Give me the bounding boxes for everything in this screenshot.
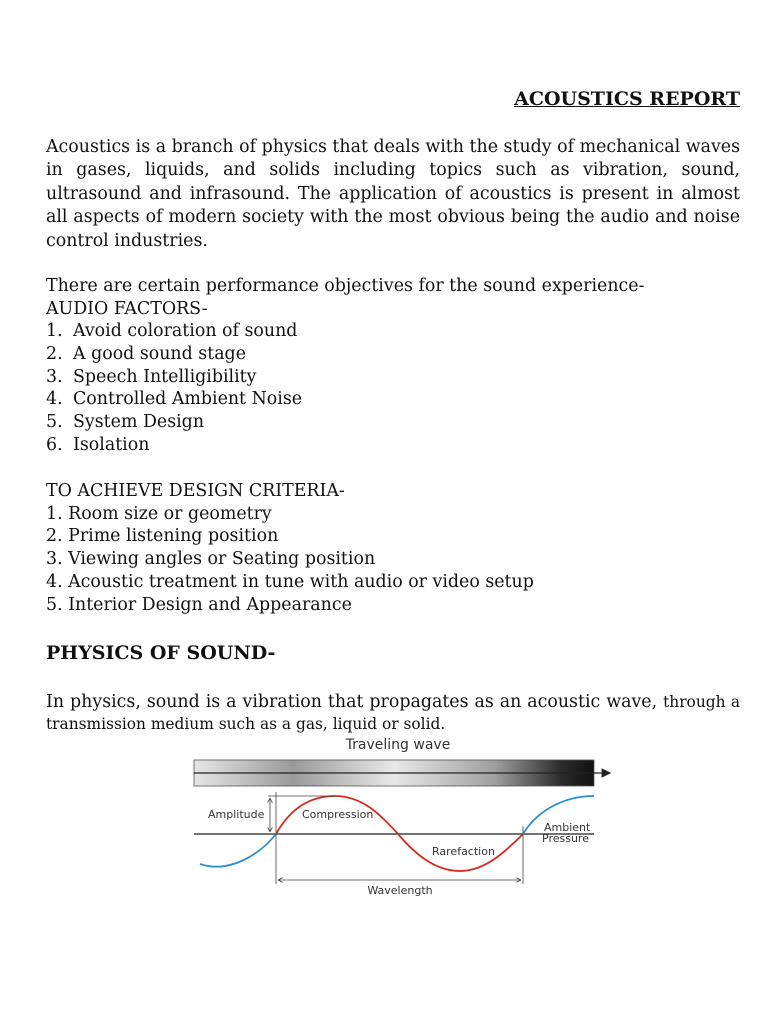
- audio-item: [46, 434, 149, 457]
- traveling-wave-figure: [190, 734, 614, 900]
- wavelength-label: Wavelength: [367, 884, 433, 897]
- pressure-label: Pressure: [542, 832, 589, 845]
- physics-text-main: In physics, sound is a vibration that propagates as an acoustic wave,: [46, 692, 658, 712]
- design-item: 4. Acoustic treatment in tune with audio or video setup: [46, 572, 534, 592]
- design-criteria-heading: TO ACHIEVE DESIGN CRITERIA-: [46, 481, 345, 501]
- physics-text-small: through a transmission medium such as a gas, liquid or solid.: [46, 693, 740, 733]
- audio-item-number: 3.: [46, 367, 63, 387]
- audio-item-text: Avoid coloration of sound: [73, 321, 298, 341]
- audio-item-number: 2.: [46, 344, 63, 364]
- intro-paragraph: Acoustics is a branch of physics that deals with the study of mechanical waves in gases, liquids, and solids including topics such as vibration, sound, ultrasound and infrasound. The application of acoustics is present in almost all aspects of modern society with the most obvious being the audio and noise control industries.: [46, 137, 740, 251]
- rarefaction-label: Rarefaction: [432, 845, 495, 858]
- design-item: 5. Interior Design and Appearance: [46, 595, 352, 615]
- audio-item: [46, 388, 302, 411]
- compression-label: Compression: [302, 808, 374, 821]
- audio-item: [46, 366, 256, 389]
- report-title: ACOUSTICS REPORT: [514, 88, 740, 110]
- objectives-line: There are certain performance objectives for the sound experience-: [46, 276, 645, 296]
- audio-item-text: A good sound stage: [73, 344, 246, 364]
- physics-paragraph: [46, 692, 740, 735]
- design-item: 2. Prime listening position: [46, 526, 279, 546]
- audio-item-text: System Design: [73, 412, 205, 432]
- wave-blue-left: [200, 834, 276, 867]
- audio-item-number: 1.: [46, 321, 63, 341]
- ambient-label: Ambient: [544, 821, 591, 834]
- audio-item: [46, 320, 297, 343]
- figure-title: Traveling wave: [345, 737, 451, 753]
- audio-item-number: 5.: [46, 412, 63, 432]
- design-item: 1. Room size or geometry: [46, 504, 272, 524]
- amplitude-label: Amplitude: [208, 808, 265, 821]
- audio-item-text: Controlled Ambient Noise: [73, 389, 303, 409]
- audio-item: [46, 411, 204, 434]
- audio-item-text: Speech Intelligibility: [73, 367, 257, 387]
- audio-factors-heading: AUDIO FACTORS-: [46, 299, 208, 319]
- audio-item-text: Isolation: [73, 435, 150, 455]
- physics-heading: PHYSICS OF SOUND-: [46, 642, 276, 664]
- audio-item: [46, 343, 246, 366]
- audio-item-number: 4.: [46, 389, 63, 409]
- audio-item-number: 6.: [46, 435, 63, 455]
- design-item: 3. Viewing angles or Seating position: [46, 549, 376, 569]
